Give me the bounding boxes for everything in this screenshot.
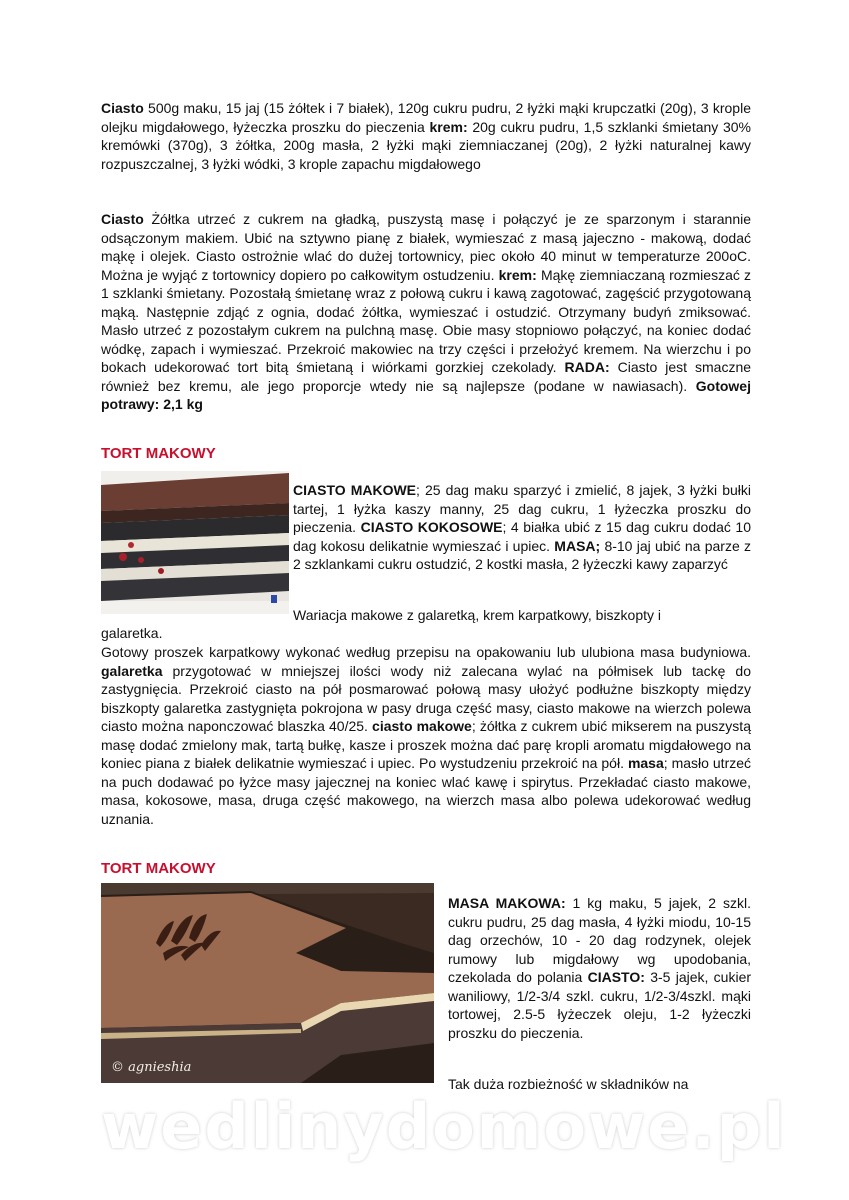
tort1-body-2: przygotować w mniejszej ilości wody niż zalecana wylać na półmisek lub tackę do zastygnięcia. Przekroić ciasto na pół posmarować połową masy ułożyć podłużne biszkopty między biszkopty galaretka zastygnięta pokrojona w pasy druga część masy, ciasto makowe na wierzch polewa ciasto można naponczować blaszka 40/25.	[101, 662, 751, 734]
method-cream-label: krem:	[498, 266, 537, 283]
ciasto-makowe-text: ; 25 dag maku sparzyć i zmielić, 8 jajek, 3 łyżki bułki tartej, 1 łyżka kaszy manny, 25 dag cukru, 1 łyżeczka proszku do pieczenia.	[293, 482, 752, 535]
ciasto-makowe-label: CIASTO MAKOWE	[293, 482, 417, 498]
ingredients-text: 500g maku, 15 jaj (15 żółtek i 7 białek), 120g cukru pudru, 2 łyżki mąki krupczatki (20g), 3 krople olejku migdałowego, łyżeczka proszku do pieczenia	[101, 100, 751, 135]
method-paragraph	[101, 210, 751, 414]
masa-makowa-text: 1 kg maku, 5 jajek, 2 szkl. cukru pudru, 25 dag masła, 4 łyżki miodu, 10-15 dag orzechów, 10 - 20 dag rodzynek, olejek rumowy lub migdałowy wg upodobania, czekolada do polania	[448, 895, 751, 985]
poppy-seed-cake-photo-2	[101, 883, 434, 1083]
ciasto-text: 3-5 jajek, cukier waniliowy, 1/2-3/4 szkl. cukru, 1/2-3/4szkl. mąki tortowej, 2.5-5 łyżeczek oleju, 1-2 łyżeczki proszku do pieczenia.	[448, 969, 752, 1041]
method-label: Ciasto	[101, 211, 144, 227]
masa-makowa-label: MASA MAKOWA:	[448, 895, 566, 911]
tort2-ingredients-paragraph	[448, 894, 751, 1042]
site-watermark: wedlinydomowe.pl	[101, 1090, 787, 1163]
tort1-body-1: Gotowy proszek karpatkowy wykonać według przepisu na opakowaniu lub ulubiona masa budyniowa.	[101, 644, 751, 660]
method-cream-text: Mąkę ziemniaczaną rozmieszać z 1 szklanki śmietany. Pozostałą śmietanę wraz z połową cukru i kawą zagotować, zagęścić przygotowaną mąką. Następnie zdjąć z ognia, dodać żółtka, wymieszać i ostudzić. Otrzymany budyń zmiksować. Masło utrzeć z pozostałym cukrem na pulchną masę. Obie masy stopniowo połączyć, na koniec dodać wódkę, zapach i wymieszać. Przekroić makowiec na trzy części i przełożyć kremem. Na wierzchu i po bokach udekorować tort bitą śmietaną i wiórkami gorzkiej czekolady.	[101, 266, 752, 375]
body-ciasto-makowe-label: ciasto makowe	[372, 718, 472, 734]
cream-label: krem:	[429, 118, 468, 135]
ciasto-kokosowe-text: ; 4 białka ubić z 15 dag cukru dodać 10 dag kokosu delikatnie wymieszać i upiec.	[293, 519, 752, 554]
tip-text: Ciasto jest smaczne również bez kremu, ale jego proporcje wtedy nie są najlepsze (podane w nawiasach).	[101, 359, 752, 394]
cream-text: 20g cukru pudru, 1,5 szklanki śmietany 30% kremówki (370g), 3 żółtka, 200g masła, 2 łyżki mąki ziemniaczanej (20g), 2 łyżki naturalnej kawy rozpuszczalnej, 3 łyżki wódki, 3 krople zapachu migdałowego	[101, 118, 752, 172]
body-masa-label: masa	[627, 755, 664, 771]
galaretka-line: galaretka.	[101, 625, 163, 641]
ciasto-label: CIASTO:	[587, 969, 645, 985]
tip-label: RADA:	[564, 359, 610, 375]
ingredients-label: Ciasto	[101, 100, 144, 116]
section-heading-tort-makowy-2: TORT MAKOWY	[101, 860, 216, 877]
tort1-method-paragraph	[101, 643, 751, 828]
tort1-body-3: ; żółtka z cukrem ubić mikserem na puszystą masę dodać zmielony mak, tartą bułkę, kasze i proszek można dać parę kropli aromatu migdałowego na koniec piana z białek delikatnie wymieszać i upiec. Po wystudzeniu przekroić na pół.	[101, 718, 751, 771]
tort1-ingredients-paragraph	[293, 481, 751, 574]
tort1-body-4: ; masło utrzeć na puch dodawać po łyżce masy jajecznej na koniec wlać kawę i spirytus. Przekładać ciasto makowe, masa, kokosowe, masa, druga część makowego, na wierzch masa albo polewa udekorować według uznania.	[101, 755, 752, 827]
poppy-seed-cake-photo-1	[101, 471, 289, 614]
masa-label: MASA;	[554, 537, 601, 554]
ciasto-kokosowe-label: CIASTO KOKOSOWE	[360, 519, 503, 535]
variation-line: Wariacja makowe z galaretką, krem karpatkowy, biszkopty i	[293, 607, 662, 623]
method-text: Żółtka utrzeć z cukrem na gładką, puszystą masę i połączyć je ze sparzonym i starannie odsączonym makiem. Ubić na sztywno pianę z białek, wymieszać z masą jajeczno - makową, dodać mąkę i olejek. Ciasto ostrożnie wlać do dużej tortownicy, piec około 40 minut w temperaturze 200oC. Można je wyjąć z tortownicy dopiero po całkowitym ostudzeniu.	[101, 211, 752, 283]
section-heading-tort-makowy-1: TORT MAKOWY	[101, 445, 216, 462]
photo-caption: © agnieshia	[111, 1060, 192, 1075]
galaretka-label: galaretka	[101, 662, 163, 679]
masa-text: 8-10 jaj ubić na parze z 2 szklankami cukru ostudzić, 2 kostki masła, 2 łyżeczki kawy zaparzyć	[293, 537, 751, 572]
tort2-last-line: Tak duża rozbieżność w składników na	[448, 1076, 689, 1092]
yield-label: Gotowej potrawy: 2,1 kg	[101, 377, 751, 412]
ingredients-paragraph	[101, 99, 751, 173]
